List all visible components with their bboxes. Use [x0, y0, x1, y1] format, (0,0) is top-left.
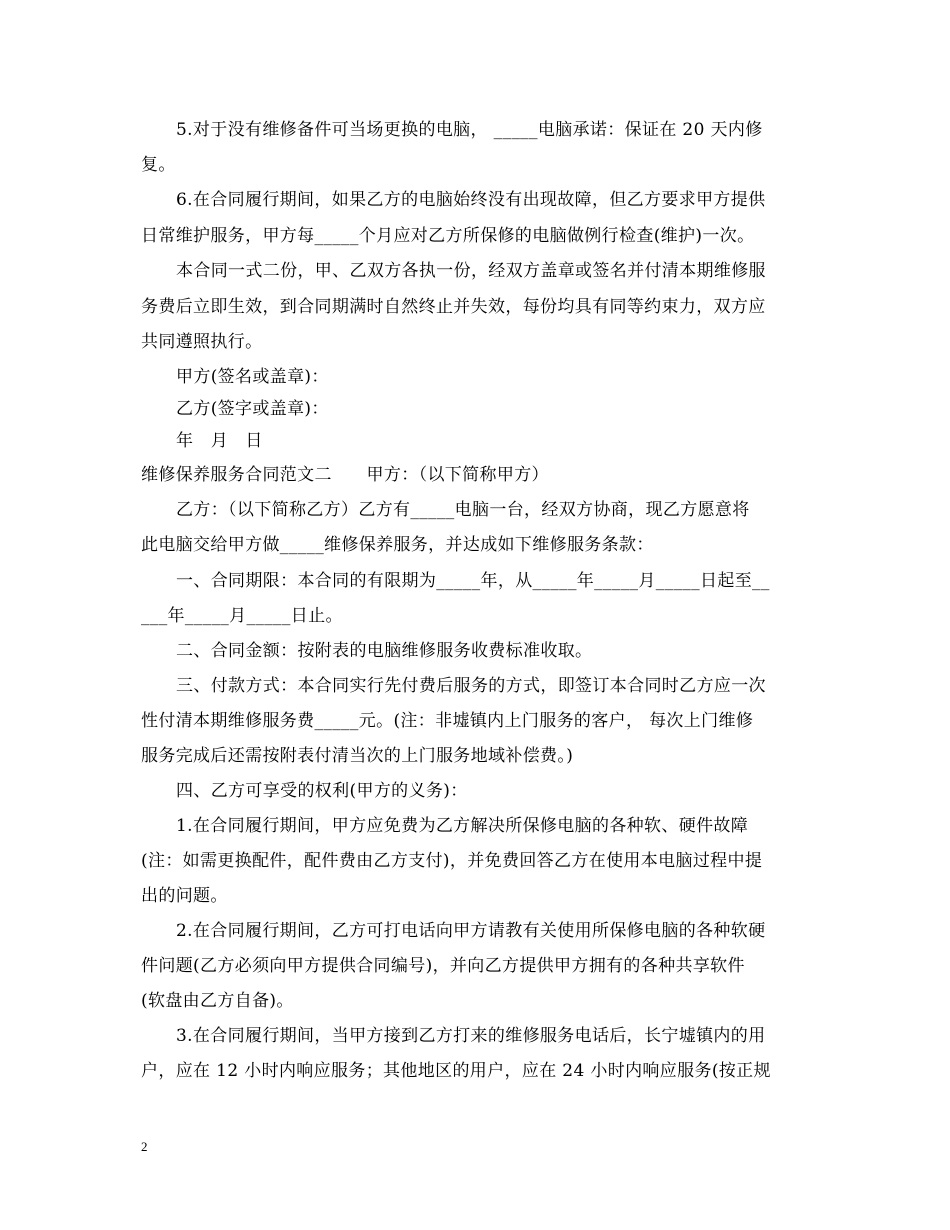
text-line: 1.在合同履行期间，甲方应免费为乙方解决所保修电脑的各种软、硬件故障 [176, 816, 749, 836]
signature-line-party-a: 甲方(签名或盖章)： [176, 367, 329, 387]
text-line: 性付清本期维修服务费_____元。(注：非墟镇内上门服务的客户， 每次上门维修 [141, 711, 754, 731]
text-line: 2.在合同履行期间，乙方可打电话向甲方请教有关使用所保修电脑的各种软硬 [176, 921, 766, 941]
text-line: 服务完成后还需按附表付清当次的上门服务地域补偿费。) [141, 746, 574, 766]
text-line: (软盘由乙方自备)。 [141, 991, 294, 1011]
text-line: 日常维护服务，甲方每_____个月应对乙方所保修的电脑做例行检查(维护)一次。 [141, 226, 755, 246]
text-line: 出的问题。 [141, 886, 228, 906]
text-line: ___年_____月_____日止。 [141, 606, 343, 626]
text-line: 6.在合同履行期间，如果乙方的电脑始终没有出现故障，但乙方要求甲方提供 [176, 190, 766, 210]
text-line: (注：如需更换配件，配件费由乙方支付)，并免费回答乙方在使用本电脑过程中提 [141, 851, 763, 871]
text-line: 此电脑交给甲方做_____维修保养服务，并达成如下维修服务条款： [141, 535, 654, 555]
text-line: 三、付款方式：本合同实行先付费后服务的方式，即签订本合同时乙方应一次 [176, 676, 766, 696]
section-heading: 维修保养服务合同范文二 甲方：（以下简称甲方） [141, 465, 549, 485]
date-line: 年 月 日 [176, 431, 263, 451]
text-line: 3.在合同履行期间，当甲方接到乙方打来的维修服务电话后，长宁墟镇内的用 [176, 1026, 766, 1046]
text-line: 件问题(乙方必须向甲方提供合同编号)，并向乙方提供甲方拥有的各种共享软件 [141, 956, 745, 976]
text-line: 乙方：（以下简称乙方）乙方有_____电脑一台，经双方协商，现乙方愿意将 [176, 500, 750, 520]
page-number: 2 [141, 1139, 148, 1154]
text-line: 5.对于没有维修备件可当场更换的电脑， _____电脑承诺：保证在 20 天内修 [176, 120, 763, 140]
text-line: 务费后立即生效，到合同期满时自然终止并失效，每份均具有同等约束力，双方应 [141, 297, 766, 317]
text-line: 一、合同期限：本合同的有限期为_____年，从_____年_____月_____日起至__ [176, 571, 770, 591]
text-line: 户，应在 12 小时内响应服务；其他地区的用户，应在 24 小时内响应服务(按正规 [141, 1061, 771, 1081]
text-line: 复。 [141, 155, 176, 175]
signature-line-party-b: 乙方(签字或盖章)： [176, 399, 329, 419]
text-line: 四、乙方可享受的权利(甲方的义务)： [176, 781, 468, 801]
text-line: 本合同一式二份，甲、乙双方各执一份，经双方盖章或签名并付清本期维修服 [176, 261, 766, 281]
text-line: 二、合同金额：按附表的电脑维修服务收费标准收取。 [176, 641, 593, 661]
text-line: 共同遵照执行。 [141, 332, 263, 352]
